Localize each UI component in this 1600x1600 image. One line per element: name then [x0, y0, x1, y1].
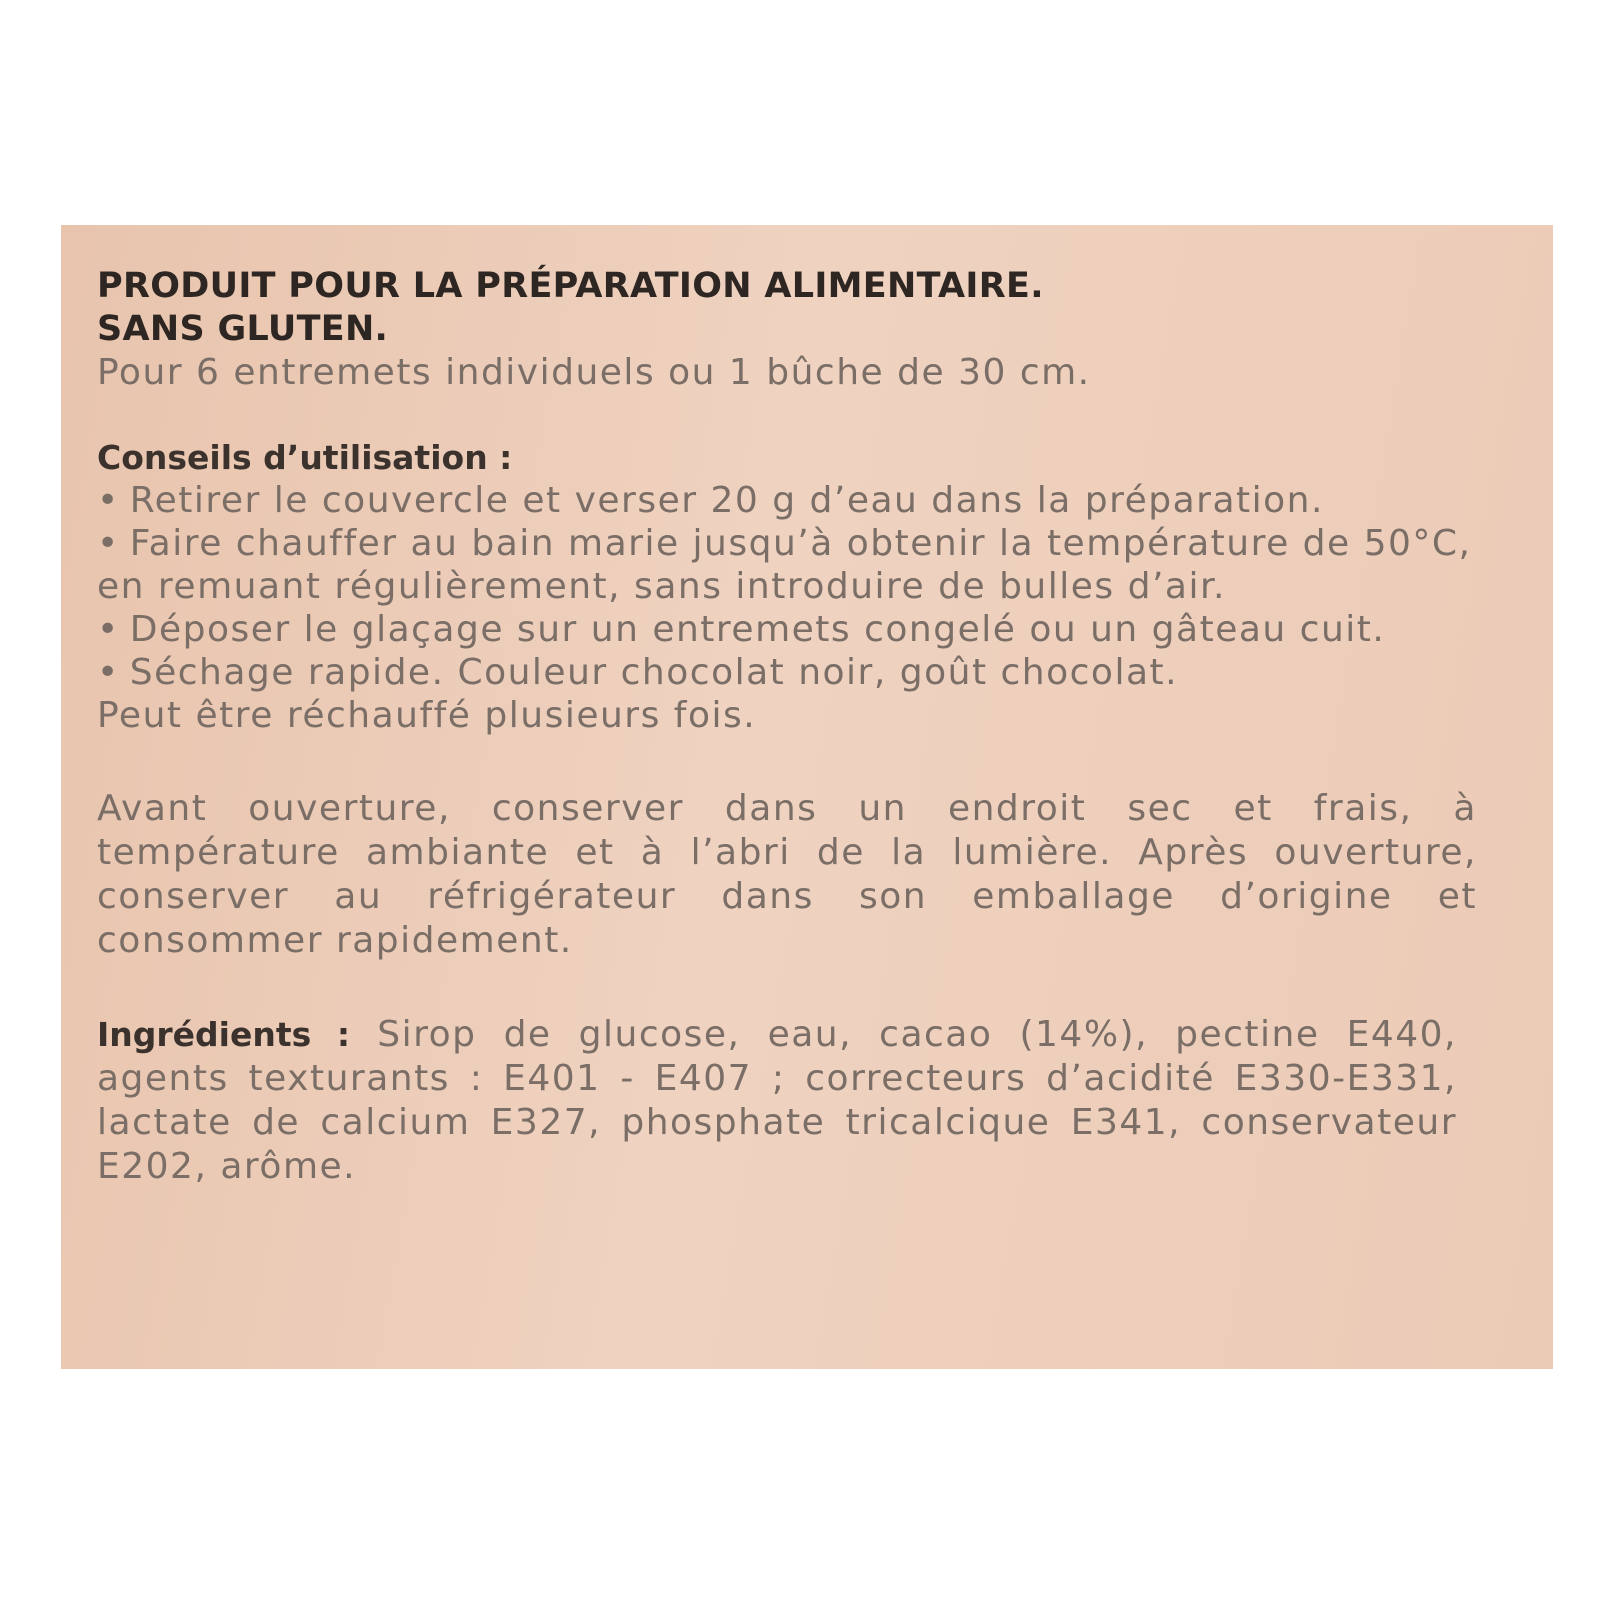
- product-label: [61, 225, 1553, 1369]
- usage-item-text: Déposer le glaçage sur un entremets congelé ou un gâteau cuit.: [129, 609, 1386, 650]
- usage-item-text: Séchage rapide. Couleur chocolat noir, goût chocolat.: [129, 652, 1179, 693]
- gluten-free-heading: SANS GLUTEN.: [97, 309, 389, 349]
- usage-item: [97, 651, 1493, 694]
- ingredients-block: [97, 1013, 1457, 1189]
- usage-item: [97, 522, 1487, 608]
- servings-text: Pour 6 entremets individuels ou 1 bûche de 30 cm.: [97, 352, 1091, 393]
- bullet-icon: •: [97, 480, 120, 521]
- storage-instructions: Avant ouverture, conserver dans un endroit sec et frais, à température ambiante et à l’abri de la lumière. Après ouverture, conserver au réfrigérateur dans son emballage d’origine et consommer rapidement.: [97, 788, 1477, 961]
- product-type-heading: PRODUIT POUR LA PRÉPARATION ALIMENTAIRE.: [97, 266, 1044, 306]
- usage-title: Conseils d’utilisation :: [97, 438, 513, 477]
- usage-item: [97, 608, 1487, 651]
- usage-item-text: Faire chauffer au bain marie jusqu’à obtenir la température de 50°C, en remuant régulièrement, sans introduire de bulles d’air.: [97, 523, 1472, 607]
- ingredients-label: Ingrédients :: [97, 1015, 351, 1054]
- ingredients-list: Sirop de glucose, eau, cacao (14%), pectine E440, agents texturants : E401 - E407 ; correcteurs d’acidité E330-E331, lactate de calcium E327, phosphate tricalcique E341, conservateur E202, arôme.: [97, 1014, 1457, 1187]
- bullet-icon: •: [97, 609, 120, 650]
- usage-note: Peut être réchauffé plusieurs fois.: [97, 695, 757, 736]
- usage-item: [97, 479, 1493, 522]
- bullet-icon: •: [97, 652, 120, 693]
- usage-item-text: Retirer le couvercle et verser 20 g d’eau dans la préparation.: [129, 480, 1324, 521]
- bullet-icon: •: [97, 523, 120, 564]
